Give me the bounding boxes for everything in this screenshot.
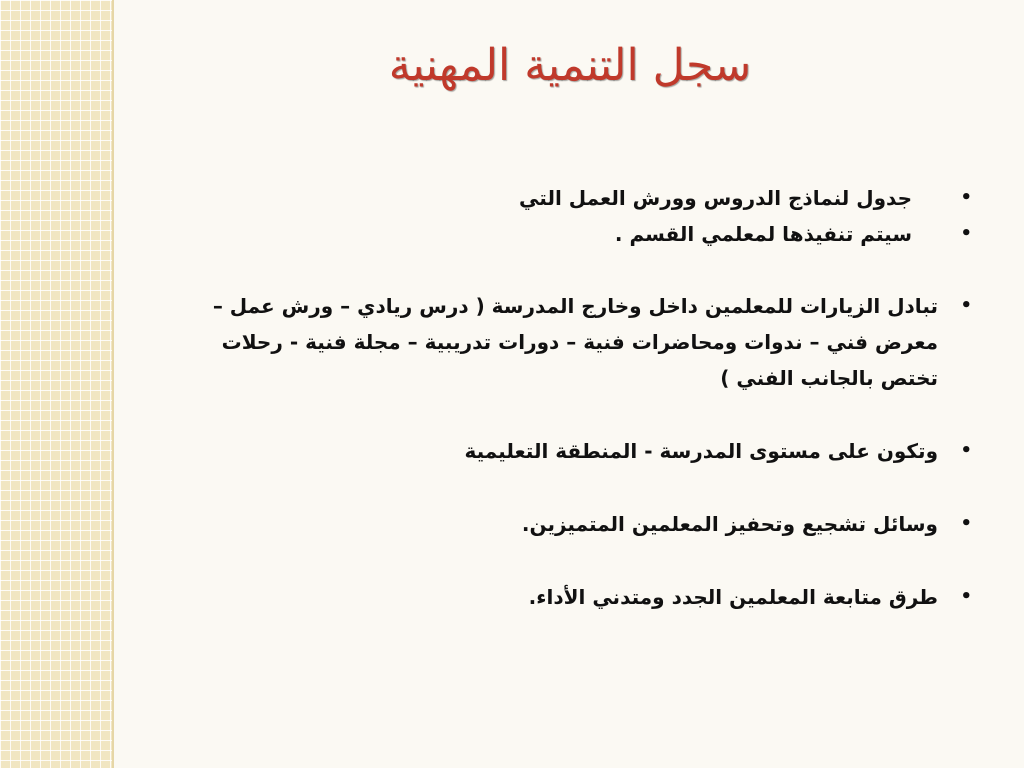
strip-divider: [112, 0, 114, 768]
slide-title: سجل التنمية المهنية: [388, 40, 752, 91]
list-spacer: [174, 252, 974, 288]
bullet-icon: •: [960, 295, 972, 316]
list-item: [174, 180, 974, 216]
bullet-icon: •: [960, 223, 972, 244]
list-item-text: طرق متابعة المعلمين الجدد ومتدني الأداء.: [528, 585, 938, 609]
bullet-icon: •: [960, 187, 972, 208]
list-item: [174, 433, 974, 469]
list-item: [174, 288, 974, 396]
bullet-icon: •: [960, 586, 972, 607]
list-item: [174, 506, 974, 542]
list-item-text: تبادل الزيارات للمعلمين داخل وخارج المدرسة ( درس ريادي – ورش عمل – معرض فني – ندوات ومحاضرات فنية – دورات تدريبية – مجلة فنية - رحلات تختص بالجانب الفني ): [212, 294, 938, 390]
list-item-text: وتكون على مستوى المدرسة - المنطقة التعليمية: [464, 439, 938, 463]
bullet-icon: •: [960, 513, 972, 534]
decorative-grid-strip: [0, 0, 112, 768]
list-item-text: جدول لنماذج الدروس وورش العمل التي: [519, 186, 912, 210]
list-item: [174, 216, 974, 252]
slide-content: [174, 180, 974, 615]
list-item: [174, 579, 974, 615]
list-item-text: وسائل تشجيع وتحفيز المعلمين المتميزين.: [521, 512, 938, 536]
list-item-text: سيتم تنفيذها لمعلمي القسم .: [614, 222, 912, 246]
bullet-list: [174, 180, 974, 615]
bullet-icon: •: [960, 440, 972, 461]
